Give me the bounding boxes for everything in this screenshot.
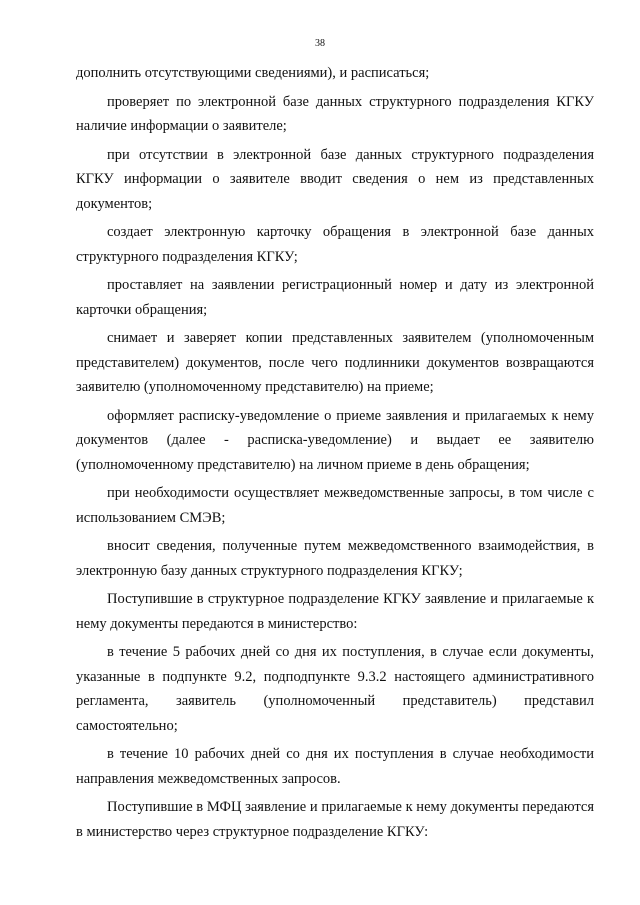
paragraph: оформляет расписку-уведомление о приеме заявления и прилагаемых к нему документов (далее - расписка-уведомление) и выдает ее заявителю (уполномоченному представителю) на личном приеме в день обращения; <box>76 407 594 473</box>
paragraph: в течение 5 рабочих дней со дня их поступления, в случае если документы, указанные в подпункте 9.2, подподпункте 9.3.2 настоящего административного регламента, заявитель (уполномоченный представитель) представил самостоятельно; <box>76 644 594 734</box>
paragraph: Поступившие в структурное подразделение КГКУ заявление и прилагаемые к нему документы передаются в министерство: <box>76 591 594 632</box>
paragraph: дополнить отсутствующими сведениями), и расписаться; <box>76 65 430 81</box>
paragraph: Поступившие в МФЦ заявление и прилагаемые к нему документы передаются в министерство через структурное подразделение КГКУ: <box>76 799 594 840</box>
paragraph: при отсутствии в электронной базе данных структурного подразделения КГКУ информации о заявителе вводит сведения о нем из представленных документов; <box>76 146 594 212</box>
document-body <box>76 61 594 848</box>
paragraph: в течение 10 рабочих дней со дня их поступления в случае необходимости направления межведомственных запросов. <box>76 746 594 787</box>
paragraph: создает электронную карточку обращения в электронной базе данных структурного подразделения КГКУ; <box>76 224 594 265</box>
paragraph: снимает и заверяет копии представленных заявителем (уполномоченным представителем) документов, после чего подлинники документов возвращаются заявителю (уполномоченному представителю) на приеме; <box>76 330 594 395</box>
paragraph: проставляет на заявлении регистрационный номер и дату из электронной карточки обращения; <box>76 277 594 318</box>
paragraph: вносит сведения, полученные путем межведомственного взаимодействия, в электронную базу данных структурного подразделения КГКУ; <box>76 538 594 579</box>
paragraph: при необходимости осуществляет межведомственные запросы, в том числе с использованием СМЭВ; <box>76 485 594 526</box>
paragraph: проверяет по электронной базе данных структурного подразделения КГКУ наличие информации о заявителе; <box>76 93 594 134</box>
page-number: 38 <box>315 38 325 49</box>
